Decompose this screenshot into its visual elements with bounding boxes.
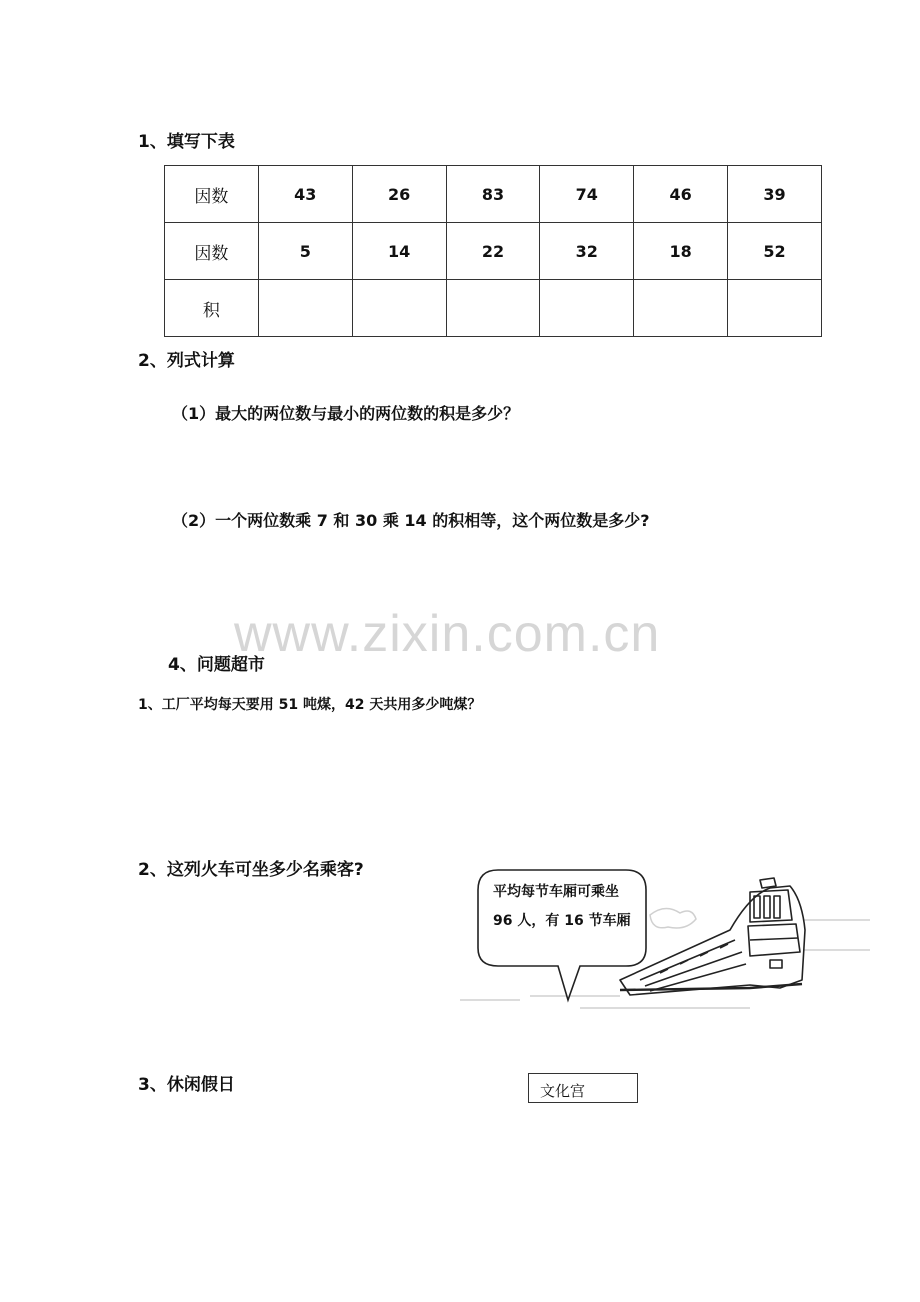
table-row [165,166,822,223]
table-cell: 52 [728,223,822,280]
table-cell: 83 [446,166,540,223]
section-4-title: 4、问题超市 [168,655,265,675]
table-row [165,280,822,337]
answer-cell[interactable] [258,280,352,337]
train-illustration [450,860,880,1025]
section-1-title: 1、填写下表 [138,132,235,152]
question-1: （1）最大的两位数与最小的两位数的积是多少？ [172,404,520,423]
factor-table [164,165,822,337]
row-label: 积 [165,280,259,337]
problem-2: 2、这列火车可坐多少名乘客? [138,860,364,880]
answer-cell[interactable] [352,280,446,337]
table-cell: 39 [728,166,822,223]
bubble-line-2: 96 人，有 16 节车厢 [493,913,631,929]
table-cell: 18 [634,223,728,280]
row-label: 因数 [165,223,259,280]
answer-cell[interactable] [446,280,540,337]
problem-3: 3、休闲假日 [138,1075,235,1095]
table-cell: 46 [634,166,728,223]
answer-cell[interactable] [728,280,822,337]
question-2: （2）一个两位数乘 7 和 30 乘 14 的积相等，这个两位数是多少? [172,511,650,530]
table-cell: 22 [446,223,540,280]
problem-1: 1、工厂平均每天要用 51 吨煤，42 天共用多少吨煤？ [138,697,482,713]
table-cell: 43 [258,166,352,223]
watermark: www.zixin.com.cn [234,605,661,663]
row-label: 因数 [165,166,259,223]
answer-cell[interactable] [634,280,728,337]
answer-cell[interactable] [540,280,634,337]
section-2-title: 2、列式计算 [138,351,235,371]
bubble-line-1: 平均每节车厢可乘坐 [493,884,619,900]
table-cell: 26 [352,166,446,223]
table-cell: 32 [540,223,634,280]
table-row [165,223,822,280]
table-cell: 74 [540,166,634,223]
cultural-palace-box: 文化宫 [528,1073,638,1103]
table-cell: 5 [258,223,352,280]
table-cell: 14 [352,223,446,280]
